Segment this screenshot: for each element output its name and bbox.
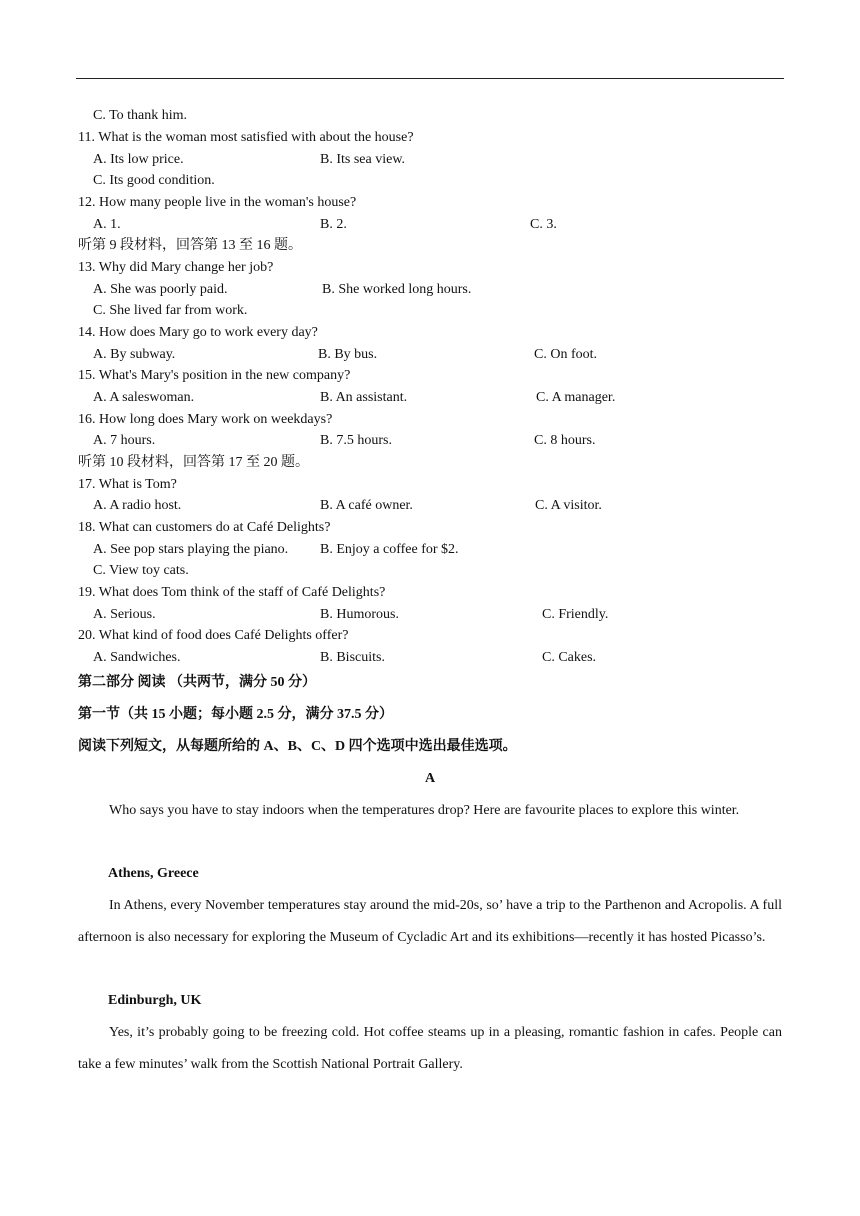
q20-option-c: C. Cakes. — [542, 650, 597, 665]
q18-stem: 18. What can customers do at Café Delights? — [78, 520, 331, 535]
q16-stem: 16. How long does Mary work on weekdays? — [78, 412, 333, 427]
q20-option-a: A. Sandwiches. — [93, 650, 181, 665]
q18-option-a: A. See pop stars playing the piano. — [93, 542, 289, 557]
q19-option-c: C. Friendly. — [542, 607, 609, 622]
q18-option-b: B. Enjoy a coffee for $2. — [320, 542, 459, 557]
reading-instruction: 阅读下列短文，从每题所给的 A、B、C、D 四个选项中选出最佳选项。 — [78, 739, 517, 754]
q12-option-b: B. 2. — [320, 217, 347, 232]
q17-option-a: A. A radio host. — [93, 498, 182, 513]
q12-option-c: C. 3. — [530, 217, 557, 232]
q20-option-b: B. Biscuits. — [320, 650, 385, 665]
edinburgh-paragraph: Yes, it’s probably going to be freezing cold. Hot coffee steams up in a pleasing, romantic fashion in cafes. People can take a few minutes’ walk from the Scottish National Portrait Gallery. — [78, 1025, 782, 1072]
passage-label: A — [424, 771, 436, 786]
section-one-title: 第一节（共 15 小题；每小题 2.5 分，满分 37.5 分） — [78, 707, 393, 722]
q13-option-a: A. She was poorly paid. — [93, 282, 228, 297]
header-rule — [76, 78, 784, 79]
q19-option-a: A. Serious. — [93, 607, 156, 622]
q17-option-c: C. A visitor. — [535, 498, 602, 513]
q15-stem: 15. What's Mary's position in the new company? — [78, 368, 351, 383]
q11-stem: 11. What is the woman most satisfied with about the house? — [78, 130, 414, 145]
q13-stem: 13. Why did Mary change her job? — [78, 260, 274, 275]
intro-paragraph: Who says you have to stay indoors when the temperatures drop? Here are favourite places to explore this winter. — [109, 803, 740, 818]
q20-stem: 20. What kind of food does Café Delights offer? — [78, 628, 349, 643]
q13-option-c: C. She lived far from work. — [93, 303, 248, 318]
q12-option-a: A. 1. — [93, 217, 121, 232]
q19-stem: 19. What does Tom think of the staff of Café Delights? — [78, 585, 386, 600]
q10-option-c: C. To thank him. — [93, 108, 188, 123]
q18-option-c: C. View toy cats. — [93, 563, 189, 578]
q15-option-b: B. An assistant. — [320, 390, 408, 405]
section9-intro: 听第 9 段材料，回答第 13 至 16 题。 — [78, 238, 302, 253]
q16-option-a: A. 7 hours. — [93, 433, 156, 448]
athens-heading: Athens, Greece — [108, 866, 199, 881]
q14-stem: 14. How does Mary go to work every day? — [78, 325, 318, 340]
edinburgh-heading: Edinburgh, UK — [108, 993, 202, 1008]
q11-option-b: B. Its sea view. — [320, 152, 406, 167]
q11-option-a: A. Its low price. — [93, 152, 184, 167]
q15-option-c: C. A manager. — [536, 390, 616, 405]
q16-option-c: C. 8 hours. — [534, 433, 596, 448]
q16-option-b: B. 7.5 hours. — [320, 433, 392, 448]
q19-option-b: B. Humorous. — [320, 607, 399, 622]
q17-stem: 17. What is Tom? — [78, 477, 177, 492]
q14-option-a: A. By subway. — [93, 347, 176, 362]
q13-option-b: B. She worked long hours. — [322, 282, 472, 297]
q14-option-b: B. By bus. — [318, 347, 378, 362]
athens-paragraph: In Athens, every November temperatures stay around the mid-20s, so’ have a trip to the Parthenon and Acropolis. A full afternoon is also necessary for exploring the Museum of Cycladic Art and its exhibitions—recently it has hosted Picasso’s. — [78, 898, 782, 945]
q12-stem: 12. How many people live in the woman's house? — [78, 195, 357, 210]
q11-option-c: C. Its good condition. — [93, 173, 215, 188]
q14-option-c: C. On foot. — [534, 347, 597, 362]
q15-option-a: A. A saleswoman. — [93, 390, 195, 405]
part-two-title: 第二部分 阅读 （共两节，满分 50 分） — [78, 675, 316, 690]
section10-intro: 听第 10 段材料，回答第 17 至 20 题。 — [78, 455, 309, 470]
q17-option-b: B. A café owner. — [320, 498, 413, 513]
